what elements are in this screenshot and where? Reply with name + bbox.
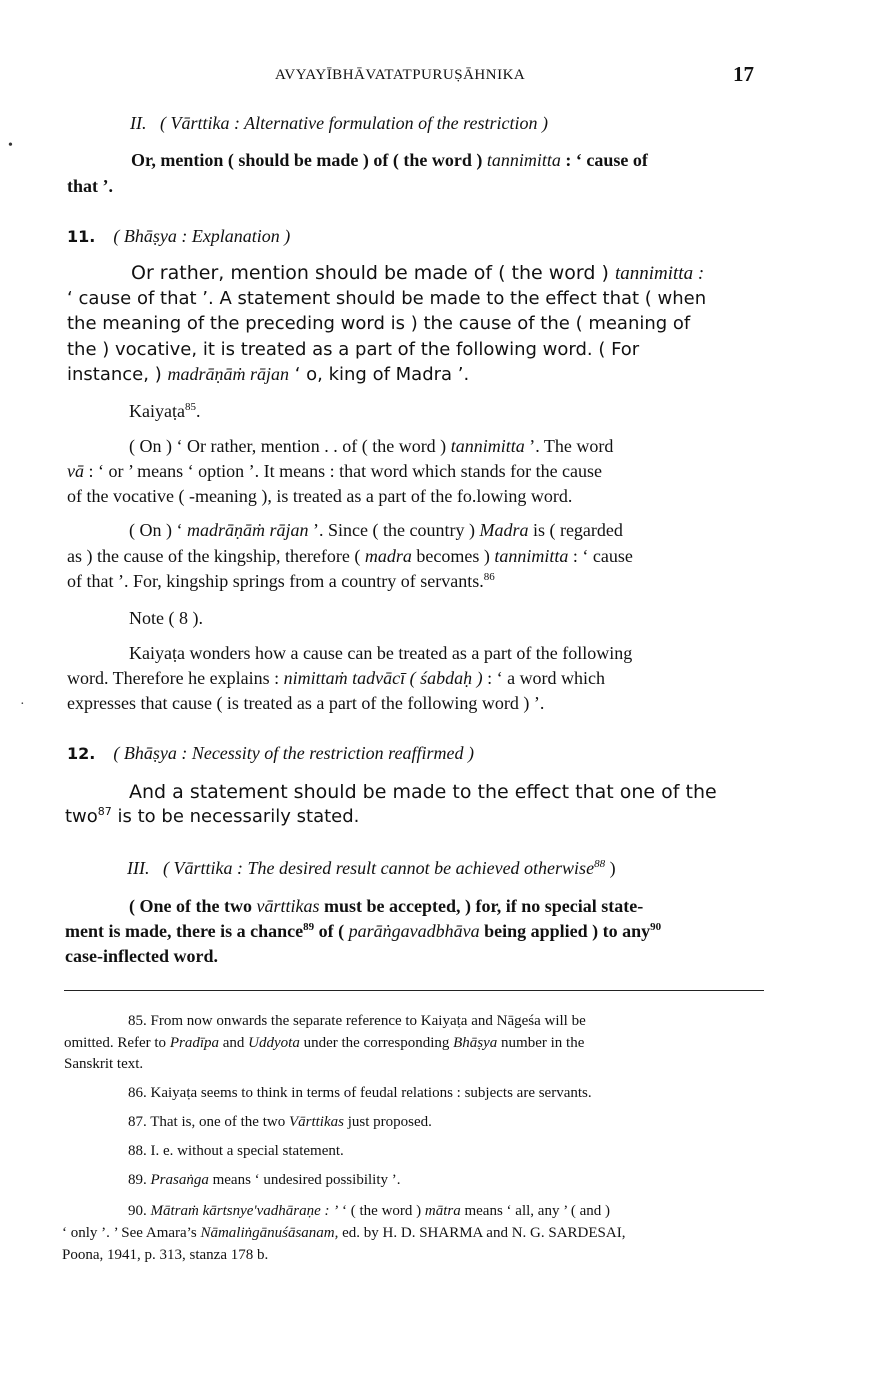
section-number: II.	[130, 113, 147, 133]
section-label: ( Vārttika : Alternative formulation of the restriction )	[160, 113, 548, 133]
section-number: 12.	[67, 744, 96, 763]
text-span: ( On ) ‘ Or rather, mention . . of ( the word )	[129, 436, 451, 456]
bhasya-11-line: the meaning of the preceding word is ) the cause of the ( meaning of	[67, 313, 691, 334]
bhasya-12-heading	[67, 743, 474, 764]
text-span: number in the	[497, 1035, 585, 1051]
text-span: ‘ only ’. ’ See Amara’s	[62, 1225, 201, 1241]
text-span: means ‘ all, any ’ ( and )	[460, 1203, 610, 1219]
text-span: : ‘ a word which	[482, 668, 606, 688]
varttika-3-line	[129, 896, 643, 917]
note-heading: Note ( 8 ).	[129, 608, 203, 628]
text-span: being applied ) to any	[479, 921, 651, 941]
term-pradipa: Pradīpa	[169, 1035, 219, 1051]
text-span: of (	[314, 921, 349, 941]
text-span: word. Therefore he explains :	[67, 668, 284, 688]
footnote-ref: 86	[483, 571, 495, 583]
kaiyata-line	[129, 436, 613, 457]
text-span: 89.	[128, 1172, 151, 1188]
text-span: ‘ o, king of Madra ’.	[288, 364, 470, 385]
term-matra: mātra	[424, 1203, 461, 1219]
text-span: means ‘ undesired possibility ’.	[208, 1172, 401, 1188]
text-span: Or, mention ( should be made ) of ( the word )	[131, 150, 487, 170]
varttika-2-text-line	[131, 150, 768, 171]
text-span: Or rather, mention should be made of ( the word )	[131, 262, 615, 284]
varttika-2-heading	[130, 113, 548, 134]
text-span: : ‘ cause	[568, 546, 633, 566]
scan-speck: •	[8, 138, 13, 153]
text-span: and	[218, 1035, 249, 1051]
text-span: ed. by H. D. SHARMA and N. G. SARDESAI,	[338, 1225, 626, 1241]
kaiyata-line	[129, 520, 623, 541]
footnote-87	[128, 1114, 432, 1131]
section-label: ( Vārttika : The desired result cannot be achieved otherwise	[162, 858, 595, 878]
term-paranga: parāṅgavadbhāva	[348, 921, 480, 941]
text-span: : ‘ cause of	[560, 150, 648, 170]
term-nimittam: nimittaṁ tadvācī ( śabdaḥ )	[283, 668, 483, 688]
text-span: ( One of the two	[129, 896, 257, 916]
section-number: 11.	[67, 227, 96, 246]
kaiyata-line	[67, 571, 495, 592]
page-number: 17	[733, 62, 754, 86]
text-span: becomes )	[411, 546, 495, 566]
bhasya-11-line	[131, 262, 704, 285]
footnote-85-line: Sanskrit text.	[64, 1056, 144, 1072]
text-span: ’. The word	[524, 436, 614, 456]
varttika-3-line	[65, 921, 661, 942]
term-varttikas: Vārttikas	[288, 1114, 344, 1130]
term-madra: Madra	[479, 520, 529, 540]
text-span: ment is made, there is a chance	[65, 921, 304, 941]
text-span: just proposed.	[343, 1114, 432, 1130]
section-label: ( Bhāṣya : Necessity of the restriction reaffirmed )	[113, 743, 474, 763]
text-span: instance, )	[67, 364, 168, 385]
footnote-88: 88. I. e. without a special statement.	[128, 1143, 344, 1159]
footnote-85-line	[64, 1035, 584, 1052]
kaiyata-line	[67, 546, 633, 567]
text-span: as ) the cause of the kingship, therefore (	[67, 546, 365, 566]
footnote-85: 85. From now onwards the separate reference to Kaiyaṭa and Nāgeśa will be	[128, 1013, 586, 1029]
varttika-2-text-line: that ’.	[67, 176, 113, 196]
varttika-3-heading	[127, 858, 616, 879]
footnote-ref: 89	[303, 921, 315, 933]
term-tannimitta: tannimitta :	[614, 263, 705, 284]
bhasya-11-line: the ) vocative, it is treated as a part of the following word. ( For	[67, 339, 640, 360]
note-line: expresses that cause ( is treated as a part of the following word ) ’.	[67, 693, 545, 713]
note-line	[67, 668, 605, 689]
term-namalinga: Nāmaliṅgānuśāsanam,	[200, 1225, 339, 1241]
term-tannimitta: tannimitta	[486, 150, 561, 170]
section-label: ( Bhāṣya : Explanation )	[113, 226, 291, 246]
text-span: ’. Since ( the country )	[308, 520, 480, 540]
varttika-3-line: case-inflected word.	[65, 946, 218, 966]
text-span: is to be necessarily stated.	[111, 806, 360, 827]
footnote-89	[128, 1172, 400, 1189]
bhasya-11-heading	[67, 226, 290, 247]
bhasya-12-line: And a statement should be made to the effect that one of the	[129, 781, 717, 803]
footnote-90-line	[62, 1225, 625, 1242]
term-varttikas: vārttikas	[256, 896, 320, 916]
scan-speck: ·	[20, 697, 25, 712]
text-span: )	[605, 858, 616, 878]
text-span: is ( regarded	[528, 520, 623, 540]
footnote-ref: 87	[97, 805, 112, 818]
footnote-90	[128, 1203, 610, 1220]
term-va: vā	[67, 461, 84, 481]
bhasya-11-line	[67, 364, 469, 385]
footnote-ref: 88	[594, 858, 606, 870]
text-span: two	[65, 806, 98, 827]
term-bhasya: Bhāṣya	[453, 1035, 498, 1051]
text-span: omitted. Refer to	[64, 1035, 170, 1051]
footnote-ref: 85	[184, 401, 196, 413]
term-tannimitta: tannimitta	[450, 436, 525, 456]
footnote-divider	[64, 990, 764, 991]
kaiyata-line	[67, 461, 602, 482]
text-span: .	[195, 401, 201, 421]
term-uddyota: Uddyota	[248, 1035, 300, 1051]
note-line: Kaiyaṭa wonders how a cause can be treated as a part of the following	[129, 643, 633, 663]
footnote-ref: 90	[650, 921, 662, 933]
text-span: of that ’. For, kingship springs from a country of servants.	[67, 571, 484, 591]
footnote-90-line: Poona, 1941, p. 313, stanza 178 b.	[62, 1247, 269, 1263]
text-span: ( On ) ‘	[129, 520, 187, 540]
term-madra: madra	[364, 546, 412, 566]
term-tannimitta: tannimitta	[494, 546, 569, 566]
term-madranam-rajan: madrāṇāṁ rājan	[167, 364, 289, 384]
section-number: III.	[127, 858, 150, 878]
term-madranam-rajan: madrāṇāṁ rājan	[186, 520, 309, 540]
text-span: Kaiyaṭa	[129, 401, 185, 421]
kaiyata-heading	[129, 401, 200, 422]
kaiyata-line: of the vocative ( -meaning ), is treated as a part of the fo.lowing word.	[67, 486, 573, 506]
text-span: 87. That is, one of the two	[128, 1114, 289, 1130]
bhasya-11-line: ‘ cause of that ’. A statement should be made to the effect that ( when	[67, 288, 707, 309]
text-span: must be accepted, ) for, if no special state-	[319, 896, 644, 916]
text-span: : ‘ or ’ means ‘ option ’. It means : that word which stands for the cause	[84, 461, 603, 481]
text-span: under the corresponding	[299, 1035, 454, 1051]
text-span: 90.	[128, 1203, 151, 1219]
footnote-86: 86. Kaiyaṭa seems to think in terms of feudal relations : subjects are servants.	[128, 1085, 592, 1101]
term-matram: Mātraṁ kārtsnye'vadhāraṇe : ’	[150, 1203, 339, 1219]
bhasya-12-line	[65, 806, 359, 827]
text-span: ‘ ( the word )	[338, 1203, 425, 1219]
running-header-title: AVYAYĪBHĀVATATPURUṢĀHNIKA	[275, 67, 526, 83]
term-prasanga: Prasaṅga	[150, 1172, 209, 1188]
